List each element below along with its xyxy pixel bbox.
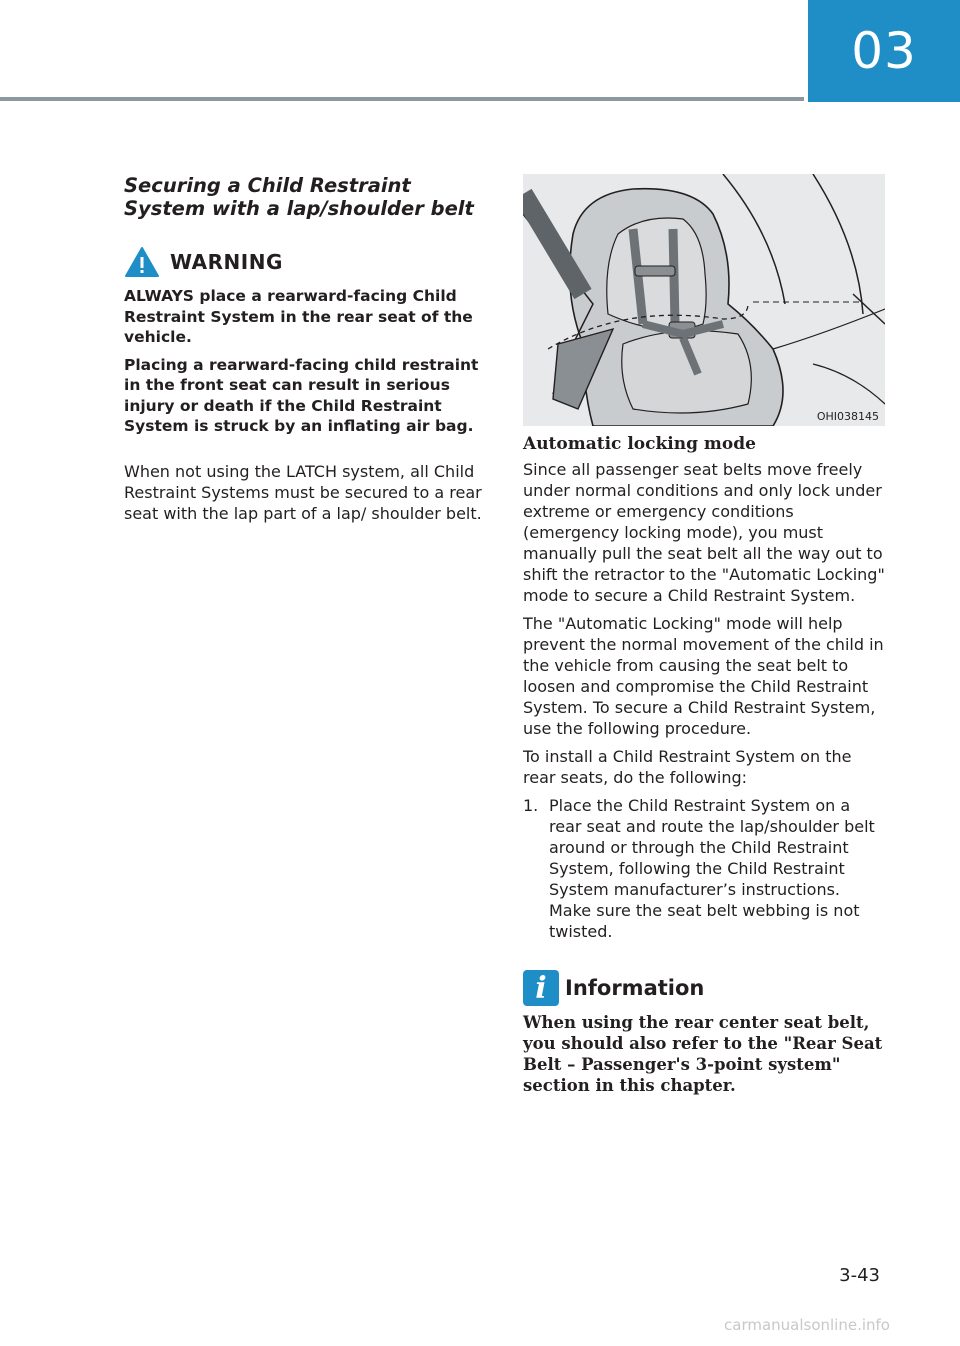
information-label: Information (565, 976, 705, 1000)
watermark: carmanualsonline.info (724, 1316, 890, 1334)
list-text: Place the Child Restraint System on a rear seat and route the lap/shoulder belt around or through the Child Restraint System, following the Child Restraint System manufacturer’s instructions. Make sure the seat belt webbing is not twisted. (549, 796, 875, 941)
warning-paragraph: Placing a rearward-facing child restraint in the front seat can result in serious injury or death if the Child Restraint System is struck by an inflating air bag. (124, 355, 479, 435)
child-seat-drawing (523, 174, 885, 426)
child-seat-illustration (523, 174, 885, 426)
warning-heading (124, 246, 492, 278)
page-number: 3-43 (839, 1265, 880, 1286)
list-number: 1. (523, 796, 539, 815)
body-paragraph: To install a Child Restraint System on the rear seats, do the following: (523, 747, 852, 787)
figure-code: OHI038145 (816, 410, 879, 423)
body-paragraph: The "Automatic Locking" mode will help prevent the normal movement of the child in the vehicle from causing the seat belt to loosen and compromise the Child Restraint System. To secure a Child Restraint System, use the following procedure. (523, 614, 884, 738)
warning-triangle-icon (124, 246, 160, 278)
chapter-tab: 03 (808, 0, 960, 102)
section-title: Securing a Child Restraint System with a lap/shoulder belt (124, 174, 474, 220)
body-paragraph: Since all passenger seat belts move freely under normal conditions and only lock under extreme or emergency conditions (emergency locking mode), you must manually pull the seat belt all the way out to shift the retractor to the "Automatic Locking" mode to secure a Child Restraint System. (523, 460, 885, 605)
list-item (523, 795, 885, 942)
body-paragraph: When not using the LATCH system, all Child Restraint Systems must be secured to a rear seat with the lap part of a lap/ shoulder belt. (124, 461, 482, 523)
information-text: When using the rear center seat belt, you should also refer to the "Rear Seat Belt – Passenger's 3-point system" section in this chapter. (523, 1013, 883, 1095)
info-icon: i (523, 970, 559, 1006)
left-column (124, 174, 492, 531)
information-heading (523, 970, 885, 1006)
warning-label: WARNING (170, 250, 283, 274)
header-rule (0, 97, 804, 101)
subtitle: Automatic locking mode (523, 434, 756, 454)
right-column (523, 174, 885, 1096)
warning-paragraph: ALWAYS place a rearward-facing Child Restraint System in the rear seat of the vehicle. (124, 287, 473, 346)
